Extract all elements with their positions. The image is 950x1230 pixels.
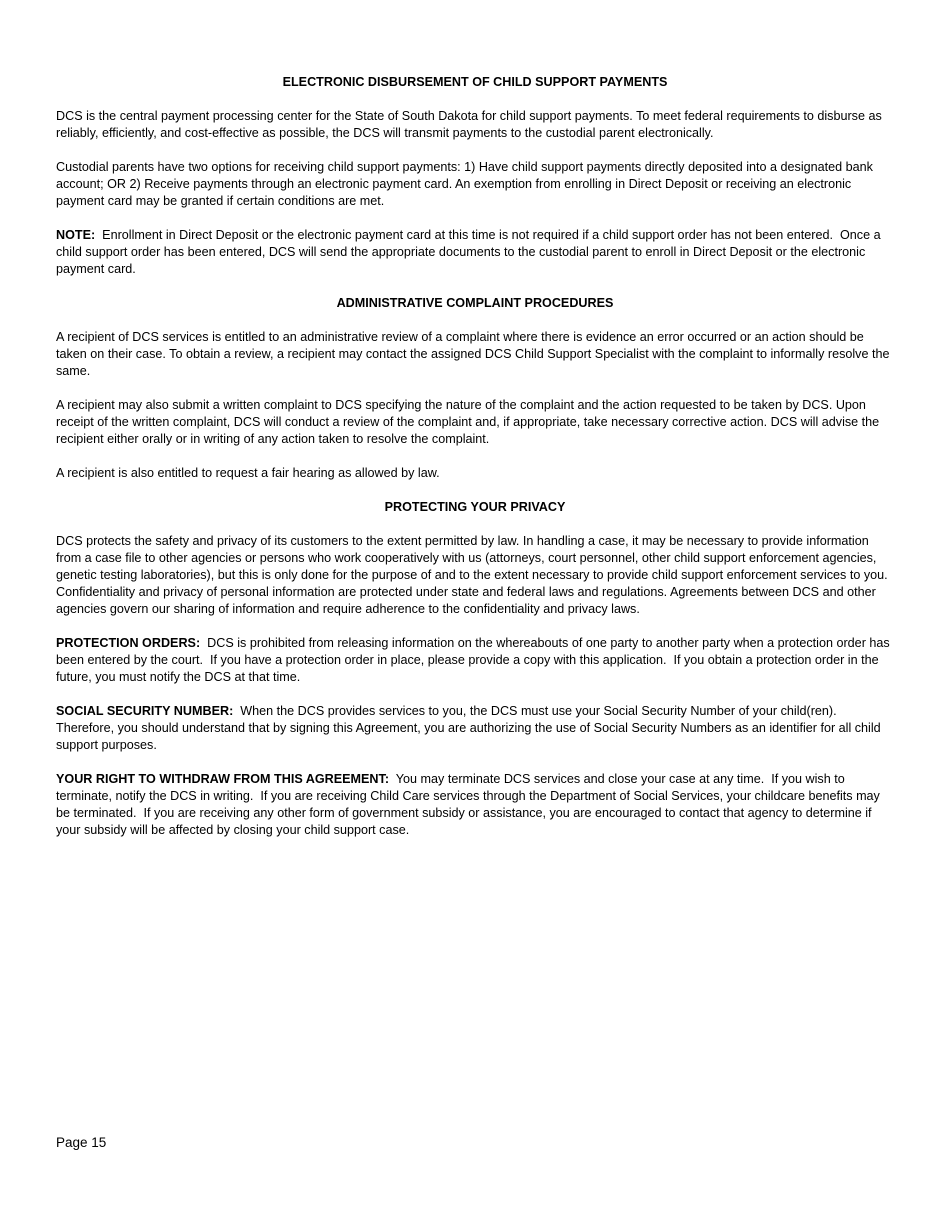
heading-protecting-privacy: PROTECTING YOUR PRIVACY <box>384 500 566 514</box>
paragraph-protection-orders <box>56 635 894 686</box>
ssn-text: When the DCS provides services to you, the DCS must use your Social Security Number of your child(ren). Therefore, you should understand that by signing this Agreement, you are authorizing the use of Social Security Numbers as an identifier for all child support purposes. <box>56 704 885 752</box>
heading-administrative-complaint: ADMINISTRATIVE COMPLAINT PROCEDURES <box>336 296 614 310</box>
paragraph-privacy-protection: DCS protects the safety and privacy of its customers to the extent permitted by law. In handling a case, it may be necessary to provide information from a case file to other agencies or persons who work cooperatively with us (attorneys, court personnel, other child support enforcement agencies, genetic testing laboratories), but this is only done for the purpose of and to the extent necessary to provide child support enforcement services to you. Confidentiality and privacy of personal information are protected under state and federal laws and regulations. Agreements between DCS and other agencies govern our sharing of information and require adherence to the confidentiality and privacy laws. <box>56 534 888 616</box>
page-number: Page 15 <box>56 1135 107 1150</box>
paragraph-administrative-review: A recipient of DCS services is entitled to an administrative review of a complaint where there is evidence an error occurred or an action should be taken on their case. To obtain a review, a recipient may contact the assigned DCS Child Support Specialist with the complaint to informally resolve the same. <box>56 330 890 378</box>
protection-orders-text: DCS is prohibited from releasing information on the whereabouts of one party to another party when a protection order has been entered by the court. If you have a protection order in place, please provide a copy with this application. If you obtain a protection order in the future, you must notify the DCS at that time. <box>56 636 894 684</box>
ssn-label: SOCIAL SECURITY NUMBER: <box>56 704 234 718</box>
paragraph-fair-hearing: A recipient is also entitled to request a fair hearing as allowed by law. <box>56 466 440 480</box>
paragraph-written-complaint: A recipient may also submit a written complaint to DCS specifying the nature of the complaint and the action requested to be taken by DCS. Upon receipt of the written complaint, DCS will conduct a review of the complaint and, if appropriate, take necessary corrective action. DCS will advise the recipient either orally or in writing of any action taken to resolve the complaint. <box>56 398 880 446</box>
withdraw-label: YOUR RIGHT TO WITHDRAW FROM THIS AGREEMENT: <box>56 772 390 786</box>
paragraph-social-security-number <box>56 703 894 754</box>
protection-orders-label: PROTECTION ORDERS: <box>56 636 201 650</box>
heading-electronic-disbursement: ELECTRONIC DISBURSEMENT OF CHILD SUPPORT PAYMENTS <box>282 75 668 89</box>
note-text: Enrollment in Direct Deposit or the electronic payment card at this time is not required if a child support order has not been entered. Once a child support order has been entered, DCS will send the appropriate documents to the custodial parent to enroll in Direct Deposit or the electronic payment card. <box>56 228 885 276</box>
paragraph-custodial-options: Custodial parents have two options for receiving child support payments: 1) Have child support payments directly deposited into a designated bank account; OR 2) Receive payments through an electronic payment card. An exemption from enrolling in Direct Deposit or receiving an electronic payment card may be granted if certain conditions are met. <box>56 160 873 208</box>
paragraph-dcs-central-processing: DCS is the central payment processing center for the State of South Dakota for child support payments. To meet federal requirements to disburse as reliably, efficiently, and cost-effective as possible, the DCS will transmit payments to the custodial parent electronically. <box>56 109 882 140</box>
paragraph-right-to-withdraw <box>56 771 894 839</box>
withdraw-text: You may terminate DCS services and close your case at any time. If you wish to terminate, notify the DCS in writing. If you are receiving Child Care services through the Department of Social Services, your childcare benefits may be terminated. If you are receiving any other form of government subsidy or assistance, you are encouraged to contact that agency to determine if your subsidy will be affected by closing your child support case. <box>56 772 884 837</box>
note-label: NOTE: <box>56 228 96 242</box>
document-page <box>56 74 894 856</box>
paragraph-note <box>56 227 894 278</box>
